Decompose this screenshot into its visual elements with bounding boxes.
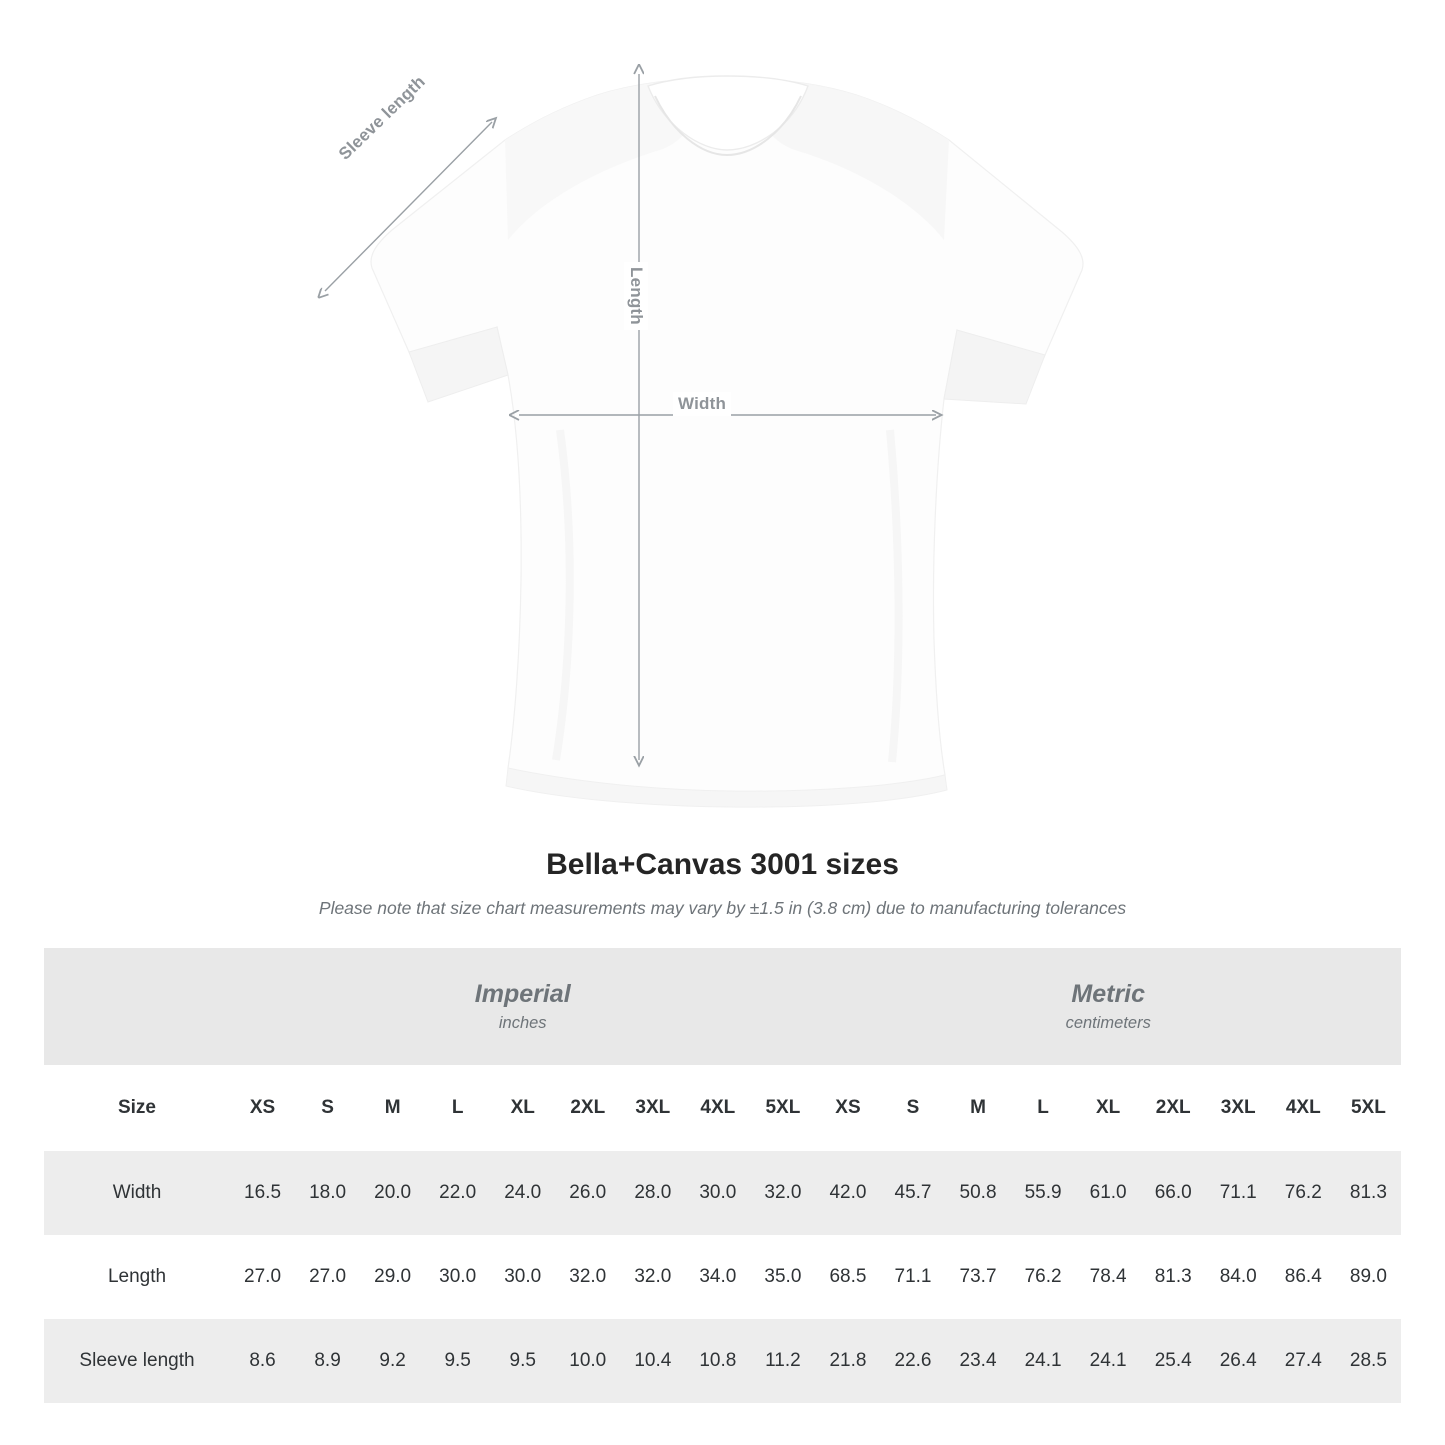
cell-length-4: 30.0 xyxy=(425,1235,490,1319)
cell-length-9: 35.0 xyxy=(750,1235,815,1319)
cell-length-6: 32.0 xyxy=(555,1235,620,1319)
title-block xyxy=(0,848,1445,919)
cell-length-14: 78.4 xyxy=(1076,1235,1141,1319)
cell-length-1: 27.0 xyxy=(230,1235,295,1319)
cell-width-13: 55.9 xyxy=(1011,1151,1076,1235)
cell-sleeve-15: 25.4 xyxy=(1141,1319,1206,1403)
size-col-4: L xyxy=(425,1065,490,1151)
cell-length-7: 32.0 xyxy=(620,1235,685,1319)
cell-length-15: 81.3 xyxy=(1141,1235,1206,1319)
cell-width-15: 66.0 xyxy=(1141,1151,1206,1235)
size-col-9: 5XL xyxy=(750,1065,815,1151)
cell-length-3: 29.0 xyxy=(360,1235,425,1319)
cell-length-11: 71.1 xyxy=(880,1235,945,1319)
size-header-row xyxy=(44,1065,1401,1151)
size-col-13: L xyxy=(1011,1065,1076,1151)
cell-width-2: 18.0 xyxy=(295,1151,360,1235)
cell-sleeve-12: 23.4 xyxy=(946,1319,1011,1403)
unit-group-metric-unit: centimeters xyxy=(1065,1014,1151,1033)
unit-group-imperial xyxy=(230,948,815,1065)
size-col-5: XL xyxy=(490,1065,555,1151)
page-title: Bella+Canvas 3001 sizes xyxy=(546,848,899,881)
cell-length-18: 89.0 xyxy=(1336,1235,1401,1319)
tolerance-note: Please note that size chart measurements may vary by ±1.5 in (3.8 cm) due to manufacturing tolerances xyxy=(318,898,1127,918)
cell-width-1: 16.5 xyxy=(230,1151,295,1235)
size-col-11: S xyxy=(880,1065,945,1151)
width-label: Width xyxy=(673,392,731,416)
shirt-shape xyxy=(371,76,1083,807)
cell-width-17: 76.2 xyxy=(1271,1151,1336,1235)
cell-length-13: 76.2 xyxy=(1011,1235,1076,1319)
row-label-length: Length xyxy=(44,1235,230,1319)
cell-length-12: 73.7 xyxy=(946,1235,1011,1319)
table-row xyxy=(44,1319,1401,1403)
unit-group-metric xyxy=(815,948,1401,1065)
cell-width-9: 32.0 xyxy=(750,1151,815,1235)
size-col-12: M xyxy=(946,1065,1011,1151)
cell-sleeve-14: 24.1 xyxy=(1076,1319,1141,1403)
cell-sleeve-10: 21.8 xyxy=(815,1319,880,1403)
cell-length-5: 30.0 xyxy=(490,1235,555,1319)
size-col-10: XS xyxy=(815,1065,880,1151)
cell-sleeve-5: 9.5 xyxy=(490,1319,555,1403)
size-col-16: 3XL xyxy=(1206,1065,1271,1151)
size-col-6: 2XL xyxy=(555,1065,620,1151)
size-col-7: 3XL xyxy=(620,1065,685,1151)
table-row xyxy=(44,1235,1401,1319)
cell-sleeve-3: 9.2 xyxy=(360,1319,425,1403)
cell-length-10: 68.5 xyxy=(815,1235,880,1319)
cell-width-6: 26.0 xyxy=(555,1151,620,1235)
cell-sleeve-2: 8.9 xyxy=(295,1319,360,1403)
length-label: Length xyxy=(624,262,648,330)
cell-length-16: 84.0 xyxy=(1206,1235,1271,1319)
size-col-3: M xyxy=(360,1065,425,1151)
cell-sleeve-16: 26.4 xyxy=(1206,1319,1271,1403)
unit-group-imperial-name: Imperial xyxy=(474,979,571,1008)
size-col-2: S xyxy=(295,1065,360,1151)
cell-length-2: 27.0 xyxy=(295,1235,360,1319)
cell-width-14: 61.0 xyxy=(1076,1151,1141,1235)
row-label-sleeve-length: Sleeve length xyxy=(44,1319,230,1403)
cell-width-3: 20.0 xyxy=(360,1151,425,1235)
size-chart-table-wrap xyxy=(44,948,1401,1403)
cell-width-5: 24.0 xyxy=(490,1151,555,1235)
size-col-14: XL xyxy=(1076,1065,1141,1151)
table-row xyxy=(44,1151,1401,1235)
cell-width-8: 30.0 xyxy=(685,1151,750,1235)
cell-width-11: 45.7 xyxy=(880,1151,945,1235)
cell-length-17: 86.4 xyxy=(1271,1235,1336,1319)
cell-sleeve-1: 8.6 xyxy=(230,1319,295,1403)
cell-sleeve-4: 9.5 xyxy=(425,1319,490,1403)
cell-width-16: 71.1 xyxy=(1206,1151,1271,1235)
size-col-18: 5XL xyxy=(1336,1065,1401,1151)
cell-sleeve-9: 11.2 xyxy=(750,1319,815,1403)
cell-sleeve-11: 22.6 xyxy=(880,1319,945,1403)
cell-width-4: 22.0 xyxy=(425,1151,490,1235)
cell-sleeve-18: 28.5 xyxy=(1336,1319,1401,1403)
cell-sleeve-17: 27.4 xyxy=(1271,1319,1336,1403)
cell-sleeve-13: 24.1 xyxy=(1011,1319,1076,1403)
size-header-label: Size xyxy=(44,1065,230,1151)
size-col-8: 4XL xyxy=(685,1065,750,1151)
cell-width-7: 28.0 xyxy=(620,1151,685,1235)
cell-length-8: 34.0 xyxy=(685,1235,750,1319)
sleeve-length-label: Sleeve length xyxy=(334,72,429,164)
unit-header-corner xyxy=(44,948,230,1065)
size-col-15: 2XL xyxy=(1141,1065,1206,1151)
unit-group-metric-name: Metric xyxy=(1071,979,1146,1008)
cell-width-18: 81.3 xyxy=(1336,1151,1401,1235)
cell-sleeve-7: 10.4 xyxy=(620,1319,685,1403)
cell-sleeve-6: 10.0 xyxy=(555,1319,620,1403)
cell-width-10: 42.0 xyxy=(815,1151,880,1235)
size-col-1: XS xyxy=(230,1065,295,1151)
size-chart-table xyxy=(44,948,1401,1403)
unit-header-row xyxy=(44,948,1401,1065)
unit-group-imperial-unit: inches xyxy=(498,1014,547,1033)
row-label-width: Width xyxy=(44,1151,230,1235)
cell-width-12: 50.8 xyxy=(946,1151,1011,1235)
cell-sleeve-8: 10.8 xyxy=(685,1319,750,1403)
size-col-17: 4XL xyxy=(1271,1065,1336,1151)
